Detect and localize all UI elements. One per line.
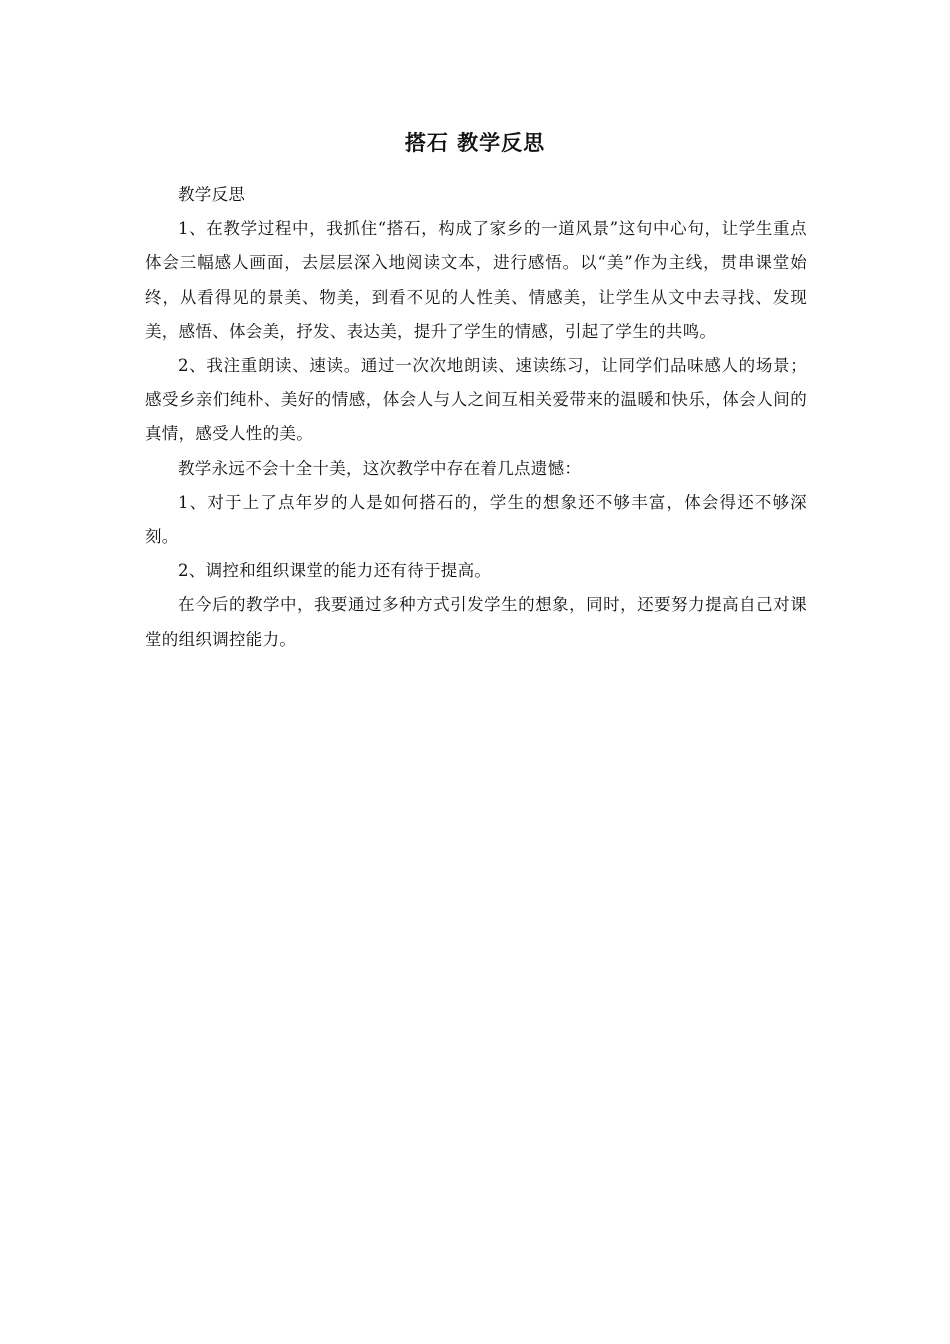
paragraph-regrets-intro: 教学永远不会十全十美，这次教学中存在着几点遗憾： <box>178 458 582 478</box>
page-title: 搭石 教学反思 <box>404 130 546 155</box>
document-body <box>145 178 807 657</box>
paragraph-point-1: 1、在教学过程中，我抓住“搭石，构成了家乡的一道风景”这句中心句，让学生重点体会三幅感人画面，去层层深入地阅读文本，进行感悟。以“美”作为主线，贯串课堂始终，从看得见的景美、物美，到看不见的人性美、情感美，让学生从文中去寻找、发现美，感悟、体会美，抒发、表达美，提升了学生的情感，引起了学生的共鸣。 <box>145 219 807 341</box>
paragraph-point-2: 2、我注重朗读、速读。通过一次次地朗读、速读练习，让同学们品味感人的场景；感受乡亲们纯朴、美好的情感，体会人与人之间互相关爱带来的温暖和快乐，体会人间的真情，感受人性的美。 <box>145 356 807 444</box>
paragraph-regret-1: 1、对于上了点年岁的人是如何搭石的，学生的想象还不够丰富，体会得还不够深刻。 <box>145 492 807 547</box>
paragraph-regret-2: 2、调控和组织课堂的能力还有待于提高。 <box>178 561 492 581</box>
paragraph-conclusion: 在今后的教学中，我要通过多种方式引发学生的想象，同时，还要努力提高自己对课堂的组织调控能力。 <box>145 595 807 649</box>
section-heading: 教学反思 <box>178 185 246 204</box>
